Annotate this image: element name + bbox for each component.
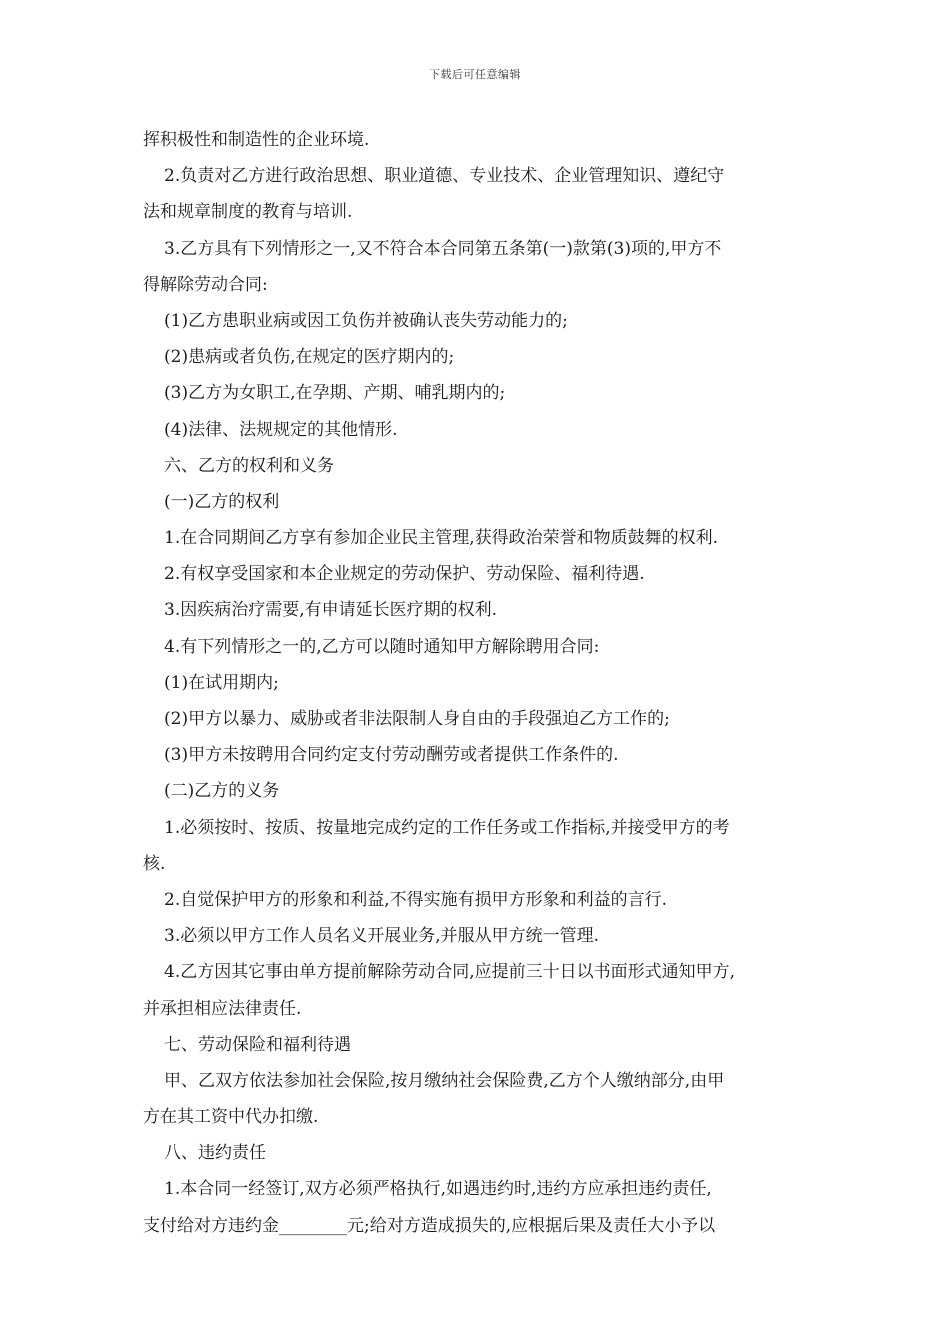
document-body xyxy=(143,122,808,1244)
document-line: 并承担相应法律责任. xyxy=(143,998,302,1019)
document-line: (1)在试用期内; xyxy=(164,672,279,693)
document-line: (2)甲方以暴力、威胁或者非法限制人身自由的手段强迫乙方工作的; xyxy=(164,709,670,729)
document-line: 1.必须按时、按质、按量地完成约定的工作任务或工作指标,并接受甲方的考 xyxy=(164,817,730,838)
document-line: 2.自觉保护甲方的形象和利益,不得实施有损甲方形象和利益的言行. xyxy=(164,889,668,910)
document-line: (3)甲方未按聘用合同约定支付劳动酬劳或者提供工作条件的. xyxy=(164,745,619,766)
document-line: 2.负责对乙方进行政治思想、职业道德、专业技术、企业管理知识、遵纪守 xyxy=(164,166,725,187)
document-line: (4)法律、法规规定的其他情形. xyxy=(164,419,398,440)
document-line: (二)乙方的义务 xyxy=(164,781,280,802)
document-line: 2.有权享受国家和本企业规定的劳动保护、劳动保险、福利待遇. xyxy=(164,564,645,585)
document-line: 支付给对方违约金________元;给对方造成损失的,应根据后果及责任大小予以 xyxy=(143,1215,716,1236)
document-line: 法和规章制度的教育与培训. xyxy=(143,202,353,223)
document-line: (1)乙方患职业病或因工负伤并被确认丧失劳动能力的; xyxy=(164,310,568,331)
document-line: 4.有下列情形之一的,乙方可以随时通知甲方解除聘用合同: xyxy=(164,636,600,657)
document-line: 核. xyxy=(143,853,166,874)
document-line: (2)患病或者负伤,在规定的医疗期内的; xyxy=(164,347,455,368)
document-line: 六、乙方的权利和义务 xyxy=(164,455,334,476)
document-line: 3.必须以甲方工作人员名义开展业务,并服从甲方统一管理. xyxy=(164,926,600,947)
document-line: 七、劳动保险和福利待遇 xyxy=(164,1034,351,1055)
document-line: 3.因疾病治疗需要,有申请延长医疗期的权利. xyxy=(164,600,498,621)
document-line: (3)乙方为女职工,在孕期、产期、哺乳期内的; xyxy=(164,383,506,404)
document-line: 4.乙方因其它事由单方提前解除劳动合同,应提前三十日以书面形式通知甲方, xyxy=(164,962,736,983)
document-line: 八、违约责任 xyxy=(164,1143,266,1164)
document-line: 1.本合同一经签订,双方必须严格执行,如遇违约时,违约方应承担违约责任, xyxy=(164,1179,712,1200)
page-header: 下载后可任意编辑 xyxy=(429,68,521,81)
document-line: 挥积极性和制造性的企业环境. xyxy=(143,130,370,150)
document-line: 3.乙方具有下列情形之一,又不符合本合同第五条第(一)款第(3)项的,甲方不 xyxy=(164,238,722,259)
document-line: 甲、乙双方依法参加社会保险,按月缴纳社会保险费,乙方个人缴纳部分,由甲 xyxy=(164,1070,725,1091)
document-line: 方在其工资中代办扣缴. xyxy=(143,1107,319,1128)
document-line: 得解除劳动合同: xyxy=(143,274,268,295)
document-line: 1.在合同期间乙方享有参加企业民主管理,获得政治荣誉和物质鼓舞的权利. xyxy=(164,528,719,549)
document-line: (一)乙方的权利 xyxy=(164,491,280,512)
